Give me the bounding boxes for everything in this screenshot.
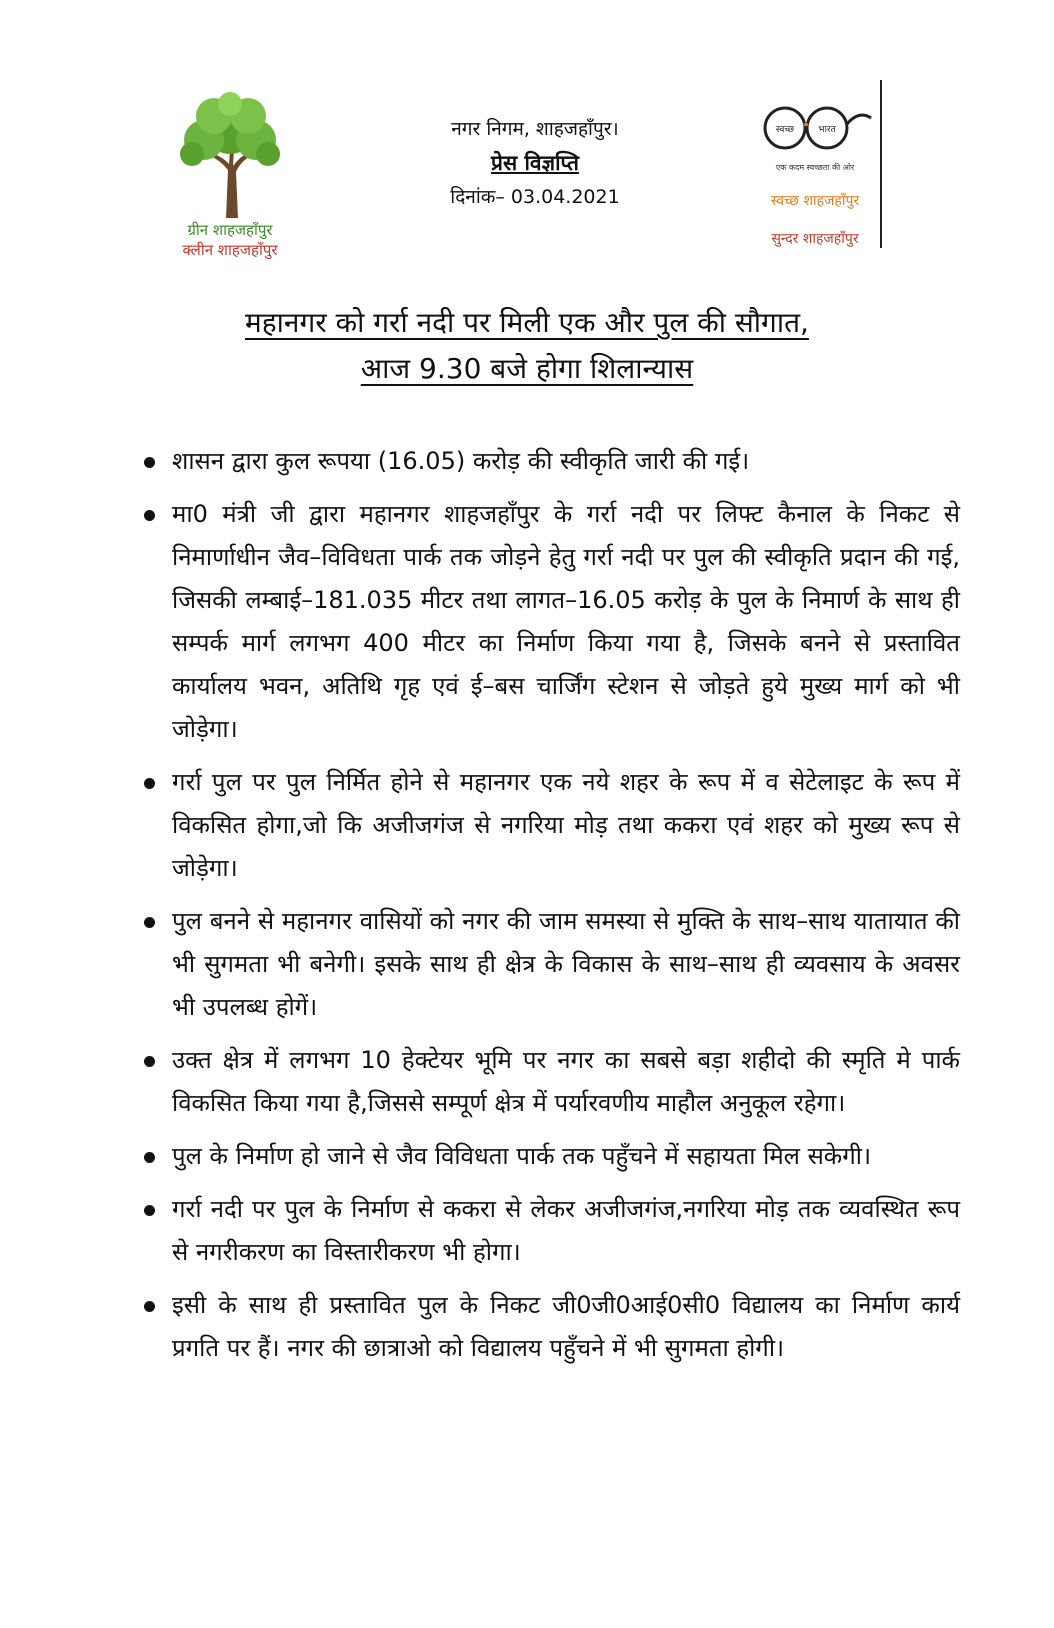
letterhead <box>0 70 1054 270</box>
list-item-text: इसी के साथ ही प्रस्तावित पुल के निकट जी0जी0आई0सी0 विद्यालय का निर्माण कार्य प्रगति पर हैं। नगर की छात्राओ को विद्यालय पहुँचने में भी सुगमता होगी। <box>172 1291 960 1362</box>
headline-line-2: आज 9.30 बजे होगा शिलान्यास <box>360 352 694 385</box>
right-logo-caption-2: सुन्दर शाहजहाँपुर <box>771 231 859 247</box>
right-logo-caption-1: स्वच्छ शाहजहाँपुर <box>770 193 860 209</box>
letterhead-title-block <box>400 112 670 214</box>
list-item <box>140 900 960 1029</box>
list-item-text: गर्रा नदी पर पुल के निर्माण से ककरा से लेकर अजीजगंज,नगरिया मोड़ तक व्यवस्थित रूप से नगरीकरण का विस्तारीकरण भी होगा। <box>172 1195 960 1266</box>
bullet-icon <box>144 457 155 468</box>
list-item <box>140 1284 960 1370</box>
list-item-text: उक्त क्षेत्र में लगभग 10 हेक्टेयर भूमि पर नगर का सबसे बड़ा शहीदो की स्मृति मे पार्क विकसित किया गया है,जिससे सम्पूर्ण क्षेत्र में पर्यारवणीय माहौल अनुकूल रहेगा। <box>172 1046 960 1117</box>
bullet-icon <box>144 510 155 521</box>
glasses-right-label: भारत <box>818 125 836 135</box>
document-date: दिनांक– 03.04.2021 <box>450 186 620 208</box>
press-release-body <box>140 440 960 1380</box>
swachh-bharat-logo <box>740 100 890 270</box>
bullet-icon <box>144 1301 155 1312</box>
tree-icon <box>170 90 290 220</box>
swachh-tagline: एक कदम स्वच्छता की ओर <box>775 163 855 172</box>
press-release-headline <box>100 300 954 392</box>
left-logo-caption-1: ग्रीन शाहजहाँपुर <box>187 221 273 239</box>
list-item-text: गर्रा पुल पर पुल निर्मित होने से महानगर एक नये शहर के रूप में व सेटेलाइट के रूप में विकसित होगा,जो कि अजीजगंज से नगरिया मोड़ तथा ककरा एवं शहर को मुख्य रूप से जोड़ेगा। <box>172 768 960 882</box>
list-item-text: मा0 मंत्री जी द्वारा महानगर शाहजहाँपुर के गर्रा नदी पर लिफ्ट कैनाल के निकट से निमार्णाधीन जैव–विविधता पार्क तक जोड़ने हेतु गर्रा नदी पर पुल की स्वीकृति प्रदान की गई, जिसकी लम्बाई–181.035 मीटर तथा लागत–16.05 करोड़ के पुल के निमार्ण के साथ ही सम्पर्क मार्ग लगभग 400 मीटर का निर्माण किया गया है, जिसके बनने से प्रस्तावित कार्यालय भवन, अतिथि गृह एवं ई–बस चार्जिंग स्टेशन से जोड़ते हुये मुख्य मार्ग को भी जोड़ेगा। <box>172 500 960 743</box>
header-divider <box>880 80 882 248</box>
gandhi-glasses-icon <box>755 100 875 156</box>
list-item <box>140 1188 960 1274</box>
office-name: नगर निगम, शाहजहाँपुर। <box>451 118 619 140</box>
list-item <box>140 1135 960 1178</box>
bullet-icon <box>144 1152 155 1163</box>
green-shahjahanpur-logo <box>150 90 310 270</box>
glasses-left-label: स्वच्छ <box>775 125 795 135</box>
list-item-text: पुल बनने से महानगर वासियों को नगर की जाम समस्या से मुक्ति के साथ–साथ यातायात की भी सुगमता भी बनेगी। इसके साथ ही क्षेत्र के विकास के साथ–साथ ही व्यवसाय के अवसर भी उपलब्ध होगें। <box>172 907 960 1021</box>
bullet-icon <box>144 1205 155 1216</box>
bullet-icon <box>144 778 155 789</box>
left-logo-caption-2: क्लीन शाहजहाँपुर <box>182 241 278 259</box>
list-item <box>140 761 960 890</box>
list-item-text: शासन द्वारा कुल रूपया (16.05) करोड़ की स्वीकृति जारी की गई। <box>172 447 750 475</box>
bullet-icon <box>144 1056 155 1067</box>
list-item <box>140 1039 960 1125</box>
list-item-text: पुल के निर्माण हो जाने से जैव विविधता पार्क तक पहुँचने में सहायता मिल सकेगी। <box>172 1142 872 1170</box>
document-type: प्रेस विज्ञप्ति <box>491 151 579 175</box>
bullet-icon <box>144 917 155 928</box>
list-item <box>140 493 960 751</box>
headline-line-1: महानगर को गर्रा नदी पर मिली एक और पुल की सौगात, <box>245 306 809 339</box>
list-item <box>140 440 960 483</box>
